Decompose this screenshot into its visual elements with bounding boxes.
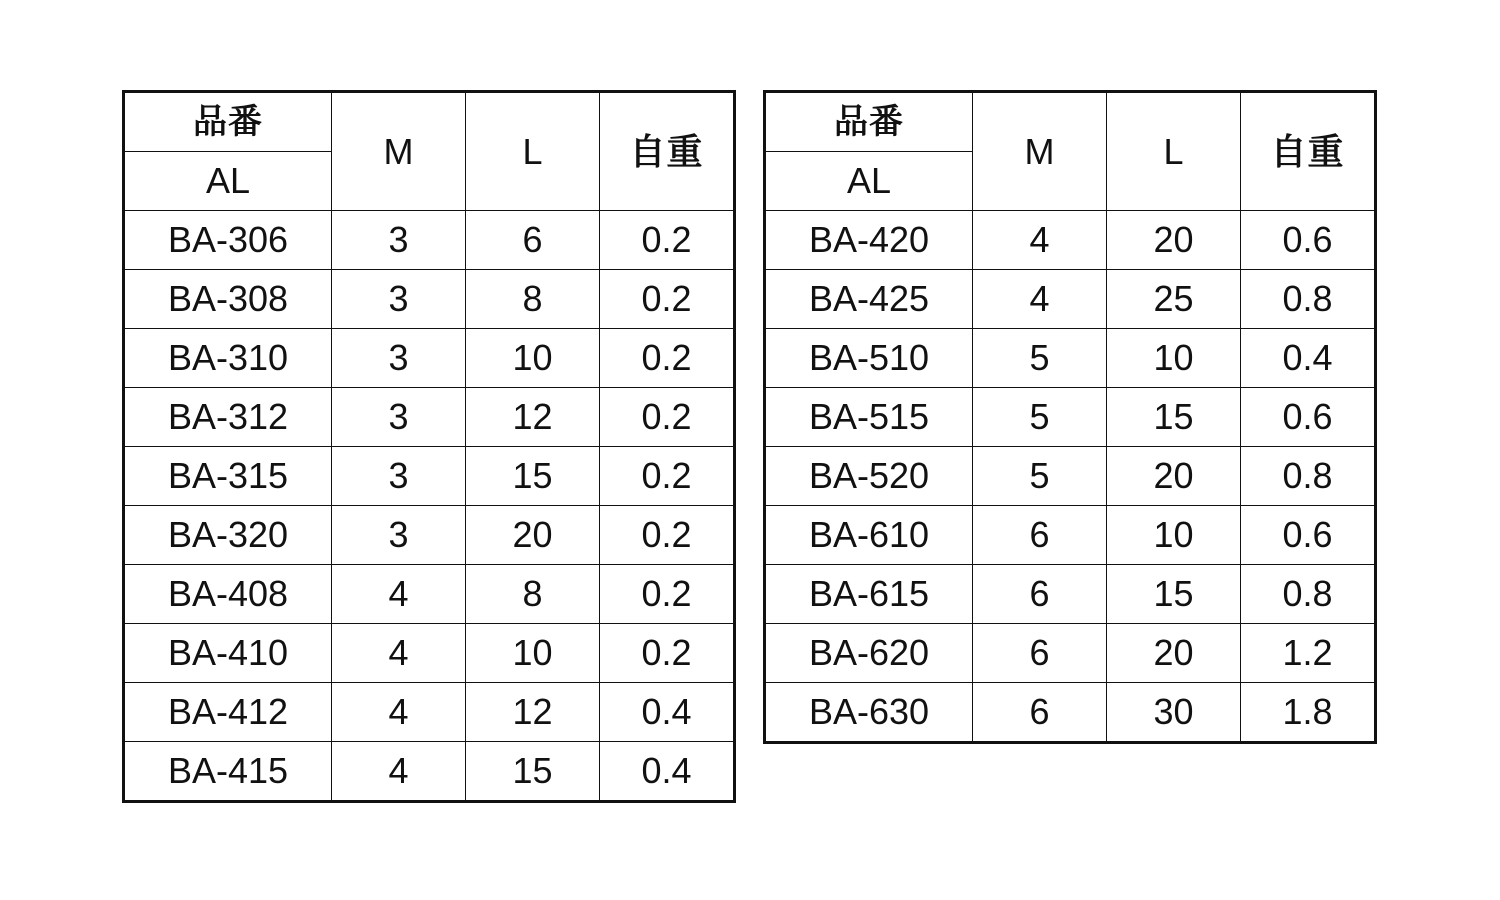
cell-part: BA-615: [765, 565, 973, 624]
table-row: [765, 211, 1376, 270]
header-row: [124, 92, 735, 152]
cell-l: 20: [466, 506, 600, 565]
cell-weight: 0.4: [600, 683, 735, 742]
cell-l: 6: [466, 211, 600, 270]
header-part-number: 品番: [124, 92, 332, 152]
spec-table-right: [763, 90, 1377, 744]
table-row: [124, 388, 735, 447]
cell-m: 4: [973, 211, 1107, 270]
cell-m: 5: [973, 388, 1107, 447]
cell-l: 10: [466, 624, 600, 683]
header-row: [765, 92, 1376, 152]
cell-l: 10: [1107, 329, 1241, 388]
cell-l: 15: [466, 447, 600, 506]
table-row: [765, 624, 1376, 683]
cell-m: 3: [332, 388, 466, 447]
cell-l: 25: [1107, 270, 1241, 329]
cell-weight: 0.6: [1241, 388, 1376, 447]
cell-weight: 1.8: [1241, 683, 1376, 743]
cell-weight: 0.6: [1241, 211, 1376, 270]
cell-part: BA-620: [765, 624, 973, 683]
table-row: [765, 329, 1376, 388]
cell-part: BA-630: [765, 683, 973, 743]
cell-weight: 0.8: [1241, 447, 1376, 506]
cell-weight: 0.2: [600, 329, 735, 388]
header-m: M: [332, 92, 466, 211]
cell-l: 20: [1107, 211, 1241, 270]
spec-table-left: [122, 90, 736, 803]
header-m: M: [973, 92, 1107, 211]
cell-part: BA-315: [124, 447, 332, 506]
header-material: AL: [124, 152, 332, 211]
cell-m: 3: [332, 270, 466, 329]
cell-part: BA-425: [765, 270, 973, 329]
cell-weight: 0.2: [600, 447, 735, 506]
table-row: [765, 447, 1376, 506]
cell-part: BA-515: [765, 388, 973, 447]
cell-weight: 0.2: [600, 388, 735, 447]
cell-l: 12: [466, 683, 600, 742]
cell-weight: 0.2: [600, 565, 735, 624]
cell-m: 4: [973, 270, 1107, 329]
cell-m: 4: [332, 565, 466, 624]
table-row: [765, 565, 1376, 624]
cell-m: 6: [973, 565, 1107, 624]
table-row: [124, 506, 735, 565]
cell-part: BA-610: [765, 506, 973, 565]
table-row: [124, 447, 735, 506]
cell-l: 8: [466, 565, 600, 624]
cell-m: 3: [332, 506, 466, 565]
cell-m: 4: [332, 683, 466, 742]
cell-weight: 0.2: [600, 211, 735, 270]
cell-weight: 1.2: [1241, 624, 1376, 683]
cell-weight: 0.6: [1241, 506, 1376, 565]
cell-part: BA-320: [124, 506, 332, 565]
table-row: [124, 742, 735, 802]
cell-m: 6: [973, 683, 1107, 743]
cell-weight: 0.2: [600, 506, 735, 565]
cell-part: BA-408: [124, 565, 332, 624]
cell-l: 15: [1107, 565, 1241, 624]
table-row: [765, 683, 1376, 743]
cell-weight: 0.2: [600, 270, 735, 329]
cell-part: BA-420: [765, 211, 973, 270]
cell-m: 3: [332, 211, 466, 270]
table-row: [124, 270, 735, 329]
header-weight: 自重: [600, 92, 735, 211]
cell-m: 3: [332, 447, 466, 506]
cell-m: 4: [332, 742, 466, 802]
cell-m: 4: [332, 624, 466, 683]
cell-weight: 0.8: [1241, 565, 1376, 624]
cell-weight: 0.2: [600, 624, 735, 683]
header-l: L: [1107, 92, 1241, 211]
cell-part: BA-520: [765, 447, 973, 506]
header-part-number: 品番: [765, 92, 973, 152]
cell-m: 6: [973, 624, 1107, 683]
table-row: [124, 683, 735, 742]
cell-part: BA-312: [124, 388, 332, 447]
cell-l: 30: [1107, 683, 1241, 743]
cell-weight: 0.8: [1241, 270, 1376, 329]
cell-weight: 0.4: [600, 742, 735, 802]
cell-m: 6: [973, 506, 1107, 565]
cell-part: BA-308: [124, 270, 332, 329]
cell-l: 12: [466, 388, 600, 447]
table-row: [124, 329, 735, 388]
cell-l: 8: [466, 270, 600, 329]
cell-weight: 0.4: [1241, 329, 1376, 388]
cell-m: 5: [973, 329, 1107, 388]
cell-m: 3: [332, 329, 466, 388]
cell-part: BA-412: [124, 683, 332, 742]
cell-part: BA-306: [124, 211, 332, 270]
table-row: [124, 565, 735, 624]
cell-l: 20: [1107, 447, 1241, 506]
table-row: [765, 270, 1376, 329]
cell-part: BA-410: [124, 624, 332, 683]
header-weight: 自重: [1241, 92, 1376, 211]
table-row: [765, 506, 1376, 565]
table-row: [765, 388, 1376, 447]
header-l: L: [466, 92, 600, 211]
table-row: [124, 211, 735, 270]
cell-part: BA-510: [765, 329, 973, 388]
table-row: [124, 624, 735, 683]
cell-part: BA-310: [124, 329, 332, 388]
cell-l: 10: [1107, 506, 1241, 565]
cell-l: 15: [1107, 388, 1241, 447]
cell-m: 5: [973, 447, 1107, 506]
cell-part: BA-415: [124, 742, 332, 802]
cell-l: 10: [466, 329, 600, 388]
cell-l: 15: [466, 742, 600, 802]
header-material: AL: [765, 152, 973, 211]
cell-l: 20: [1107, 624, 1241, 683]
